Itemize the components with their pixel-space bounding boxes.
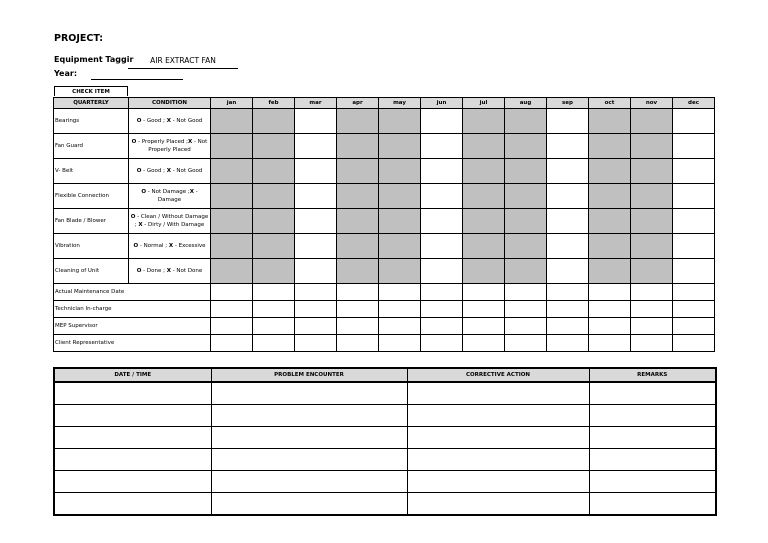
condition-text: - Not Done — [170, 268, 203, 274]
signoff-label: Technician In-charge — [54, 301, 211, 318]
col-month: aug — [505, 98, 547, 109]
col-month: oct — [589, 98, 631, 109]
col-month: may — [379, 98, 421, 109]
month-check-cell[interactable] — [547, 109, 589, 134]
month-check-cell[interactable] — [547, 159, 589, 184]
month-check-cell[interactable] — [589, 259, 631, 284]
month-check-cell[interactable] — [379, 259, 421, 284]
condition-legend — [129, 259, 211, 284]
month-check-cell[interactable] — [295, 259, 337, 284]
signoff-row — [54, 301, 715, 318]
month-check-cell[interactable] — [211, 159, 253, 184]
month-check-cell[interactable] — [211, 234, 253, 259]
signoff-cell[interactable] — [295, 318, 337, 335]
col-month: apr — [337, 98, 379, 109]
log-cell[interactable] — [211, 471, 407, 493]
problem-log-table — [53, 367, 717, 516]
condition-text: - Damage — [157, 189, 198, 203]
signoff-cell[interactable] — [673, 335, 715, 352]
log-cell[interactable] — [54, 493, 211, 516]
log-row — [54, 382, 716, 405]
month-check-cell[interactable] — [295, 134, 337, 159]
month-check-cell[interactable] — [379, 159, 421, 184]
month-check-cell[interactable] — [505, 109, 547, 134]
signoff-cell[interactable] — [421, 335, 463, 352]
col-quarterly: QUARTERLY — [54, 98, 129, 109]
signoff-cell[interactable] — [505, 318, 547, 335]
month-check-cell[interactable] — [253, 184, 295, 209]
month-check-cell[interactable] — [463, 159, 505, 184]
checklist-table — [53, 97, 715, 352]
check-item-name: V- Belt — [54, 159, 129, 184]
signoff-cell[interactable] — [673, 301, 715, 318]
month-check-cell[interactable] — [379, 209, 421, 234]
checklist-row — [54, 134, 715, 159]
month-check-cell[interactable] — [505, 234, 547, 259]
year-label: Year: — [54, 69, 78, 78]
signoff-cell[interactable] — [547, 301, 589, 318]
year-field[interactable] — [91, 79, 183, 80]
month-check-cell[interactable] — [505, 209, 547, 234]
signoff-cell[interactable] — [337, 301, 379, 318]
month-check-cell[interactable] — [421, 109, 463, 134]
month-check-cell[interactable] — [589, 184, 631, 209]
signoff-cell[interactable] — [505, 284, 547, 301]
month-check-cell[interactable] — [463, 259, 505, 284]
month-check-cell[interactable] — [295, 234, 337, 259]
condition-text: - Not Damage ; — [146, 189, 190, 195]
condition-mark: O — [136, 168, 142, 174]
month-check-cell[interactable] — [547, 134, 589, 159]
condition-legend — [129, 109, 211, 134]
signoff-cell[interactable] — [337, 318, 379, 335]
month-check-cell[interactable] — [631, 134, 673, 159]
month-check-cell[interactable] — [253, 209, 295, 234]
month-check-cell[interactable] — [673, 109, 715, 134]
condition-text: - Done ; — [141, 268, 167, 274]
log-cell[interactable] — [54, 382, 211, 405]
signoff-cell[interactable] — [211, 335, 253, 352]
signoff-cell[interactable] — [463, 318, 505, 335]
month-check-cell[interactable] — [295, 109, 337, 134]
log-row — [54, 471, 716, 493]
log-cell[interactable] — [211, 449, 407, 471]
signoff-label: MEP Supervisor — [54, 318, 211, 335]
signoff-label: Client Representative — [54, 335, 211, 352]
signoff-cell[interactable] — [631, 301, 673, 318]
month-check-cell[interactable] — [631, 184, 673, 209]
col-month: nov — [631, 98, 673, 109]
month-check-cell[interactable] — [379, 234, 421, 259]
month-check-cell[interactable] — [505, 184, 547, 209]
checklist-header-row — [54, 98, 715, 109]
signoff-row — [54, 318, 715, 335]
log-cell[interactable] — [54, 471, 211, 493]
month-check-cell[interactable] — [337, 109, 379, 134]
month-check-cell[interactable] — [547, 184, 589, 209]
condition-text: - Normal ; — [138, 243, 169, 249]
condition-text: - Not Properly Placed — [148, 139, 208, 153]
signoff-cell[interactable] — [253, 284, 295, 301]
month-check-cell[interactable] — [421, 184, 463, 209]
log-cell[interactable] — [589, 427, 716, 449]
col-month: feb — [253, 98, 295, 109]
signoff-cell[interactable] — [547, 318, 589, 335]
signoff-cell[interactable] — [589, 318, 631, 335]
condition-mark: X — [166, 168, 171, 174]
condition-mark: X — [168, 243, 174, 249]
condition-mark: O — [136, 268, 142, 274]
condition-mark: X — [166, 268, 171, 274]
check-item-name: Cleaning of Unit — [54, 259, 129, 284]
signoff-row — [54, 335, 715, 352]
month-check-cell[interactable] — [211, 259, 253, 284]
log-cell[interactable] — [407, 427, 589, 449]
checklist-row — [54, 109, 715, 134]
condition-mark: X — [138, 222, 143, 228]
checklist-row — [54, 184, 715, 209]
check-item-label: CHECK ITEM — [54, 86, 128, 96]
col-month: mar — [295, 98, 337, 109]
month-check-cell[interactable] — [253, 109, 295, 134]
log-cell[interactable] — [589, 471, 716, 493]
check-item-name: Bearings — [54, 109, 129, 134]
col-month: sep — [547, 98, 589, 109]
month-check-cell[interactable] — [505, 134, 547, 159]
month-check-cell[interactable] — [253, 159, 295, 184]
month-check-cell[interactable] — [211, 184, 253, 209]
log-cell[interactable] — [54, 427, 211, 449]
month-check-cell[interactable] — [547, 209, 589, 234]
condition-text: - Good ; — [141, 118, 167, 124]
month-check-cell[interactable] — [337, 134, 379, 159]
log-header-row — [54, 368, 716, 382]
log-cell[interactable] — [589, 382, 716, 405]
month-check-cell[interactable] — [295, 209, 337, 234]
month-check-cell[interactable] — [589, 134, 631, 159]
condition-mark: X — [166, 118, 171, 124]
log-cell[interactable] — [407, 449, 589, 471]
signoff-cell[interactable] — [631, 318, 673, 335]
log-cell[interactable] — [407, 382, 589, 405]
month-check-cell[interactable] — [631, 159, 673, 184]
col-month: jan — [211, 98, 253, 109]
month-check-cell[interactable] — [673, 134, 715, 159]
month-check-cell[interactable] — [547, 259, 589, 284]
month-check-cell[interactable] — [463, 109, 505, 134]
signoff-row — [54, 284, 715, 301]
condition-text: - Excessive — [173, 243, 206, 249]
signoff-cell[interactable] — [421, 318, 463, 335]
month-check-cell[interactable] — [463, 134, 505, 159]
month-check-cell[interactable] — [337, 184, 379, 209]
condition-mark: O — [141, 189, 146, 195]
month-check-cell[interactable] — [673, 159, 715, 184]
col-corrective-action: CORRECTIVE ACTION — [407, 368, 589, 382]
equipment-tag-label: Equipment Taggir — [54, 55, 134, 64]
month-check-cell[interactable] — [337, 209, 379, 234]
col-problem-encounter: PROBLEM ENCOUNTER — [211, 368, 407, 382]
check-item-name: Fan Guard — [54, 134, 129, 159]
log-cell[interactable] — [589, 405, 716, 427]
signoff-cell[interactable] — [379, 335, 421, 352]
signoff-cell[interactable] — [253, 301, 295, 318]
month-check-cell[interactable] — [631, 209, 673, 234]
month-check-cell[interactable] — [631, 259, 673, 284]
log-cell[interactable] — [211, 427, 407, 449]
checklist-row — [54, 259, 715, 284]
checklist-row — [54, 209, 715, 234]
month-check-cell[interactable] — [295, 184, 337, 209]
month-check-cell[interactable] — [673, 234, 715, 259]
log-cell[interactable] — [407, 493, 589, 516]
condition-text: - Good ; — [141, 168, 167, 174]
signoff-cell[interactable] — [379, 284, 421, 301]
month-check-cell[interactable] — [421, 259, 463, 284]
log-row — [54, 405, 716, 427]
month-check-cell[interactable] — [463, 209, 505, 234]
condition-text: - Not Good — [170, 118, 203, 124]
signoff-cell[interactable] — [253, 318, 295, 335]
condition-text: - Not Good — [170, 168, 203, 174]
signoff-cell[interactable] — [589, 284, 631, 301]
month-check-cell[interactable] — [253, 259, 295, 284]
month-check-cell[interactable] — [421, 159, 463, 184]
month-check-cell[interactable] — [589, 209, 631, 234]
month-check-cell[interactable] — [337, 159, 379, 184]
condition-legend — [129, 234, 211, 259]
month-check-cell[interactable] — [295, 159, 337, 184]
check-item-name: Vibration — [54, 234, 129, 259]
condition-legend — [129, 134, 211, 159]
month-check-cell[interactable] — [211, 109, 253, 134]
month-check-cell[interactable] — [337, 259, 379, 284]
log-row — [54, 427, 716, 449]
signoff-cell[interactable] — [463, 335, 505, 352]
signoff-cell[interactable] — [379, 318, 421, 335]
signoff-label: Actual Maintenance Date — [54, 284, 211, 301]
signoff-cell[interactable] — [589, 301, 631, 318]
month-check-cell[interactable] — [421, 234, 463, 259]
log-row — [54, 449, 716, 471]
log-cell[interactable] — [407, 471, 589, 493]
month-check-cell[interactable] — [631, 234, 673, 259]
signoff-cell[interactable] — [673, 284, 715, 301]
month-check-cell[interactable] — [421, 134, 463, 159]
condition-legend — [129, 184, 211, 209]
col-date-time: DATE / TIME — [54, 368, 211, 382]
month-check-cell[interactable] — [253, 234, 295, 259]
signoff-cell[interactable] — [463, 301, 505, 318]
month-check-cell[interactable] — [379, 134, 421, 159]
signoff-cell[interactable] — [505, 301, 547, 318]
month-check-cell[interactable] — [673, 259, 715, 284]
col-month: jul — [463, 98, 505, 109]
month-check-cell[interactable] — [463, 184, 505, 209]
month-check-cell[interactable] — [211, 209, 253, 234]
log-cell[interactable] — [54, 405, 211, 427]
check-item-name: Fan Blade / Blower — [54, 209, 129, 234]
signoff-cell[interactable] — [421, 301, 463, 318]
log-cell[interactable] — [589, 449, 716, 471]
col-month: dec — [673, 98, 715, 109]
condition-mark: O — [131, 139, 137, 145]
month-check-cell[interactable] — [505, 259, 547, 284]
month-check-cell[interactable] — [505, 159, 547, 184]
signoff-cell[interactable] — [547, 284, 589, 301]
signoff-cell[interactable] — [631, 284, 673, 301]
condition-text: - Properly Placed ; — [136, 139, 188, 145]
signoff-cell[interactable] — [211, 301, 253, 318]
signoff-cell[interactable] — [211, 318, 253, 335]
signoff-cell[interactable] — [505, 335, 547, 352]
signoff-cell[interactable] — [295, 284, 337, 301]
month-check-cell[interactable] — [673, 184, 715, 209]
signoff-cell[interactable] — [337, 284, 379, 301]
log-cell[interactable] — [211, 493, 407, 516]
signoff-cell[interactable] — [673, 318, 715, 335]
condition-mark: X — [189, 189, 194, 195]
check-item-name: Flexible Connection — [54, 184, 129, 209]
month-check-cell[interactable] — [673, 209, 715, 234]
month-check-cell[interactable] — [421, 209, 463, 234]
equipment-tag-field[interactable]: AIR EXTRACT FAN — [128, 55, 238, 69]
condition-mark: O — [133, 243, 139, 249]
col-condition: CONDITION — [129, 98, 211, 109]
month-check-cell[interactable] — [589, 234, 631, 259]
signoff-cell[interactable] — [379, 301, 421, 318]
signoff-cell[interactable] — [547, 335, 589, 352]
log-cell[interactable] — [211, 405, 407, 427]
signoff-cell[interactable] — [295, 335, 337, 352]
log-row — [54, 493, 716, 516]
condition-text: - Clean / Without Damage ; — [134, 214, 209, 228]
signoff-cell[interactable] — [211, 284, 253, 301]
condition-text: - Dirty / With Damage — [142, 222, 205, 228]
signoff-cell[interactable] — [589, 335, 631, 352]
checklist-row — [54, 159, 715, 184]
log-cell[interactable] — [54, 449, 211, 471]
month-check-cell[interactable] — [379, 109, 421, 134]
condition-legend — [129, 159, 211, 184]
signoff-cell[interactable] — [253, 335, 295, 352]
col-month: jun — [421, 98, 463, 109]
condition-legend — [129, 209, 211, 234]
checklist-row — [54, 234, 715, 259]
month-check-cell[interactable] — [211, 134, 253, 159]
project-label: PROJECT: — [54, 33, 104, 44]
month-check-cell[interactable] — [631, 109, 673, 134]
log-cell[interactable] — [211, 382, 407, 405]
month-check-cell[interactable] — [337, 234, 379, 259]
log-cell[interactable] — [589, 493, 716, 516]
month-check-cell[interactable] — [463, 234, 505, 259]
month-check-cell[interactable] — [253, 134, 295, 159]
condition-mark: X — [187, 139, 193, 145]
signoff-cell[interactable] — [463, 284, 505, 301]
condition-mark: O — [136, 118, 142, 124]
month-check-cell[interactable] — [589, 159, 631, 184]
condition-mark: O — [130, 214, 136, 220]
col-remarks: REMARKS — [589, 368, 716, 382]
signoff-cell[interactable] — [337, 335, 379, 352]
signoff-cell[interactable] — [421, 284, 463, 301]
month-check-cell[interactable] — [589, 109, 631, 134]
month-check-cell[interactable] — [379, 184, 421, 209]
signoff-cell[interactable] — [295, 301, 337, 318]
log-cell[interactable] — [407, 405, 589, 427]
month-check-cell[interactable] — [547, 234, 589, 259]
signoff-cell[interactable] — [631, 335, 673, 352]
